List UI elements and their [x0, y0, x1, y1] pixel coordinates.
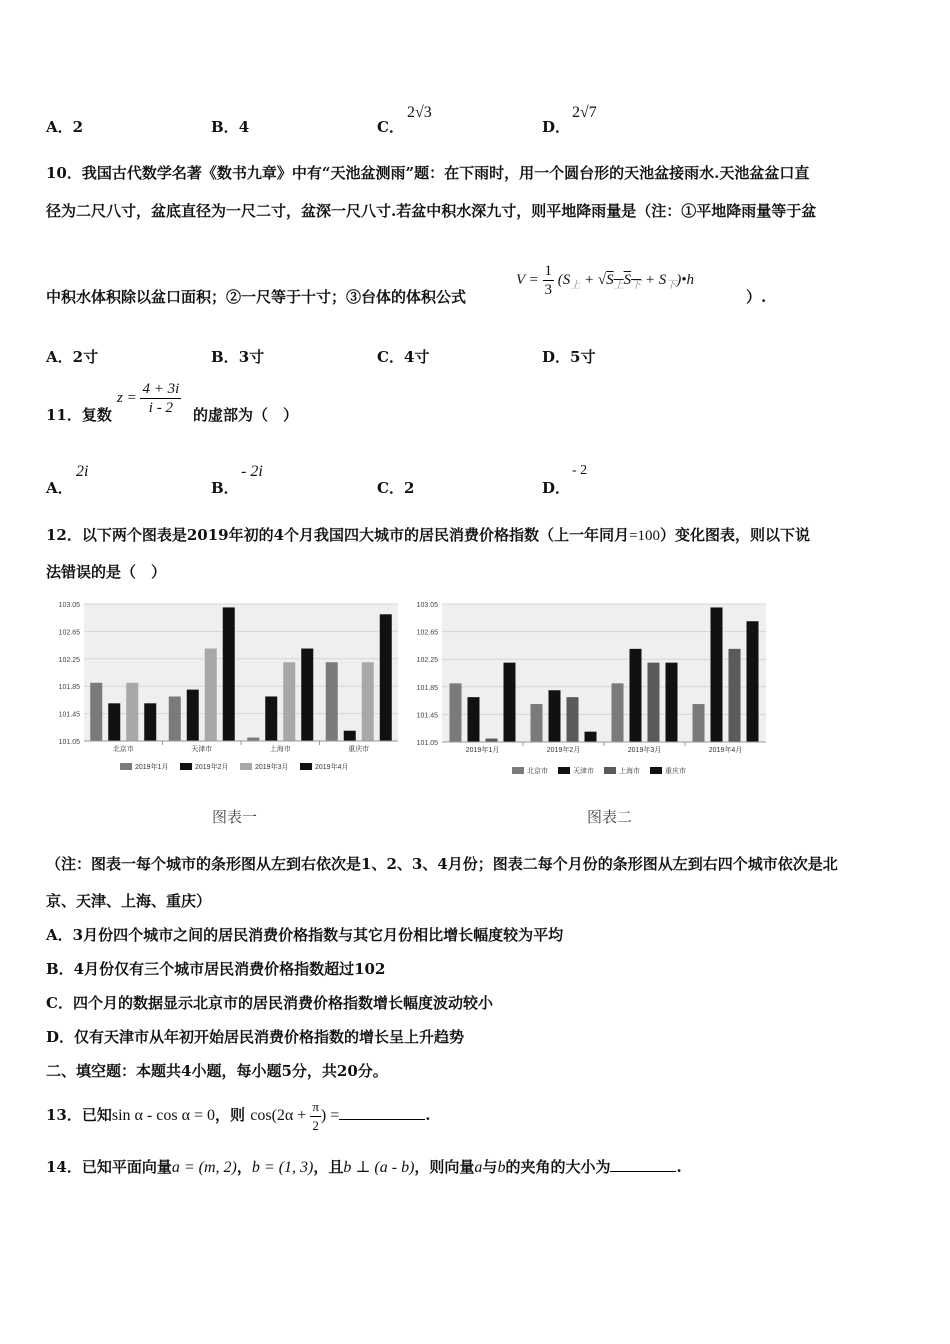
legend-label: 2019年2月	[195, 764, 229, 771]
q12-option-a: A．3月份四个城市之间的居民消费价格指数与其它月份相比增长幅度较为平均	[46, 926, 564, 944]
q12-line1: 12．以下两个图表是2019年初的4个月我国四大城市的居民消费价格指数（上一年同月=100）变化图表，则以下说	[46, 526, 811, 544]
q11-option-c: C．2	[377, 479, 415, 497]
bar	[144, 703, 156, 741]
q14-blank[interactable]	[610, 1157, 676, 1172]
x-tick-label: 北京市	[112, 746, 134, 753]
legend-label: 2019年1月	[135, 764, 169, 771]
legend-swatch	[120, 763, 132, 770]
q11-formula: z = $\frac{4 + 3i}{i - 2}$	[117, 381, 180, 416]
y-tick-label: 103.05	[58, 602, 80, 609]
legend-swatch	[558, 767, 570, 774]
q12-option-c: C．四个月的数据显示北京市的居民消费价格指数增长幅度波动较小	[46, 994, 493, 1012]
y-tick-label: 101.05	[416, 740, 438, 747]
chart-2-caption: 图表二	[587, 808, 633, 826]
x-tick-label: 2019年3月	[627, 747, 662, 754]
q13: 13．已知sin α - cos α = 0，则 cos(2α + $\frac{\pi}{2}$ ) = .	[46, 1099, 431, 1133]
y-tick-label: 101.05	[58, 739, 80, 746]
q10-line2: 径为二尺八寸，盆底直径为一尺二寸，盆深一尺八寸.若盆中积水深九寸，则平地降雨量是（注：①平地降雨量等于盆	[46, 202, 817, 220]
bar	[126, 683, 138, 741]
bar	[549, 690, 561, 742]
bar	[380, 614, 392, 741]
legend-label: 重庆市	[665, 768, 686, 775]
bar	[362, 662, 374, 741]
x-tick-label: 2019年4月	[708, 747, 743, 754]
x-tick-label: 2019年2月	[546, 747, 581, 754]
bar	[747, 621, 759, 742]
q9-option-b: B．4	[211, 118, 250, 136]
q9-option-d: D． 2√7	[542, 104, 597, 136]
bar	[567, 697, 579, 742]
q10-line3-text: 中积水体积除以盆口面积；②一尺等于十寸；③台体的体积公式	[46, 288, 467, 306]
x-tick-label: 重庆市	[348, 746, 370, 753]
q11-option-b: B． - 2i	[211, 463, 263, 497]
bar	[283, 662, 295, 741]
q14: 14．已知平面向量a = (m, 2)，b = (1, 3)，且b ⊥ (a - b)，则向量a与b的夹角的大小为 .	[46, 1158, 682, 1176]
q10-option-b: B．3寸	[211, 348, 265, 366]
q9-option-c: C． 2√3	[377, 104, 432, 136]
section-2-heading: 二、填空题：本题共4小题，每小题5分，共20分。	[46, 1062, 388, 1080]
legend-label: 北京市	[527, 768, 548, 775]
bar	[531, 704, 543, 742]
q14-perp: b ⊥ (a - b)	[343, 1159, 415, 1176]
legend-label: 2019年4月	[315, 764, 349, 771]
q11-option-d: D． - 2	[542, 463, 588, 497]
y-tick-label: 102.65	[58, 629, 80, 637]
q12-option-b: B．4月份仅有三个城市居民消费价格指数超过102	[46, 960, 386, 978]
legend-label: 2019年3月	[255, 764, 289, 771]
q9-option-a: A．2	[46, 118, 84, 136]
bar	[187, 690, 199, 741]
chart-1	[56, 598, 402, 778]
q13-expr: cos(2α + $\frac{\pi}{2}$ ) =	[250, 1099, 340, 1133]
bar	[468, 697, 480, 742]
q13-blank[interactable]	[339, 1105, 425, 1120]
bar	[630, 649, 642, 742]
legend-swatch	[512, 767, 524, 774]
q11-option-a: A． 2i	[46, 463, 89, 497]
bar	[504, 663, 516, 742]
bar	[450, 683, 462, 742]
q10-line3-end: ）.	[746, 288, 767, 306]
q10-option-c: C．4寸	[377, 348, 430, 366]
bar	[169, 696, 181, 741]
q10-line1: 10．我国古代数学名著《数书九章》中有“天池盆测雨”题：在下雨时，用一个圆台形的天池盆接雨水.天池盆盆口直	[46, 164, 810, 182]
bar	[90, 683, 102, 741]
q14-b-def: b = (1, 3)	[251, 1159, 314, 1176]
bar	[326, 662, 338, 741]
bar	[612, 683, 624, 742]
bar	[729, 649, 741, 742]
bar	[666, 663, 678, 742]
legend-swatch	[240, 763, 252, 770]
x-tick-label: 2019年1月	[465, 747, 500, 754]
q12-option-d: D．仅有天津市从年初开始居民消费价格指数的增长呈上升趋势	[46, 1028, 465, 1046]
chart-1-caption: 图表一	[212, 808, 258, 826]
legend-label: 天津市	[573, 768, 594, 775]
q11-d-math: - 2	[572, 463, 588, 478]
q10-option-a: A．2寸	[46, 348, 99, 366]
y-tick-label: 101.85	[416, 684, 438, 692]
bar	[223, 607, 235, 741]
y-tick-label: 102.25	[58, 656, 80, 664]
x-tick-label: 上海市	[269, 746, 291, 753]
q12-line2: 法错误的是（ ）	[46, 563, 167, 581]
q9-c-math: 2√3	[407, 104, 432, 121]
bar	[711, 607, 723, 742]
y-tick-label: 101.85	[58, 684, 80, 692]
q12-math: =100	[629, 528, 661, 544]
q10-option-d: D．5寸	[542, 348, 596, 366]
bar	[344, 731, 356, 741]
legend-label: 上海市	[619, 768, 640, 775]
y-tick-label: 103.05	[416, 602, 438, 609]
y-tick-label: 102.25	[416, 657, 438, 665]
chart-2	[414, 598, 772, 782]
bar	[585, 732, 597, 742]
bar	[486, 739, 498, 742]
q13-cond: sin α - cos α = 0	[111, 1107, 215, 1125]
bar	[108, 703, 120, 741]
bar	[648, 663, 660, 742]
q12-note-line2: 京、天津、上海、重庆）	[46, 892, 212, 910]
y-tick-label: 102.65	[416, 629, 438, 637]
x-tick-label: 天津市	[191, 746, 213, 753]
q9-d-math: 2√7	[572, 104, 597, 121]
bar	[693, 704, 705, 742]
q11-a-math: 2i	[76, 463, 89, 480]
legend-swatch	[650, 767, 662, 774]
bar	[247, 738, 259, 741]
q11-b-math: - 2i	[241, 463, 263, 480]
bar	[301, 649, 313, 741]
y-tick-label: 101.45	[416, 712, 438, 720]
q14-a-def: a = (m, 2)	[171, 1159, 237, 1176]
legend-swatch	[300, 763, 312, 770]
bar	[205, 649, 217, 741]
q12-note-line1: （注：图表一每个城市的条形图从左到右依次是1、2、3、4月份；图表二每个月份的条形图从左到右四个城市依次是北	[46, 855, 838, 873]
q11-prefix: 11．复数	[46, 406, 112, 424]
q10-line3	[46, 286, 466, 307]
y-tick-label: 101.45	[58, 711, 80, 719]
bar	[265, 696, 277, 741]
legend-swatch	[604, 767, 616, 774]
legend-swatch	[180, 763, 192, 770]
q11-suffix: 的虚部为（ ）	[193, 406, 299, 424]
q10-formula: V = $\frac{1}{3}$ ($S_上 + √S_上S_下$ + $S_下)•h$	[516, 263, 694, 298]
